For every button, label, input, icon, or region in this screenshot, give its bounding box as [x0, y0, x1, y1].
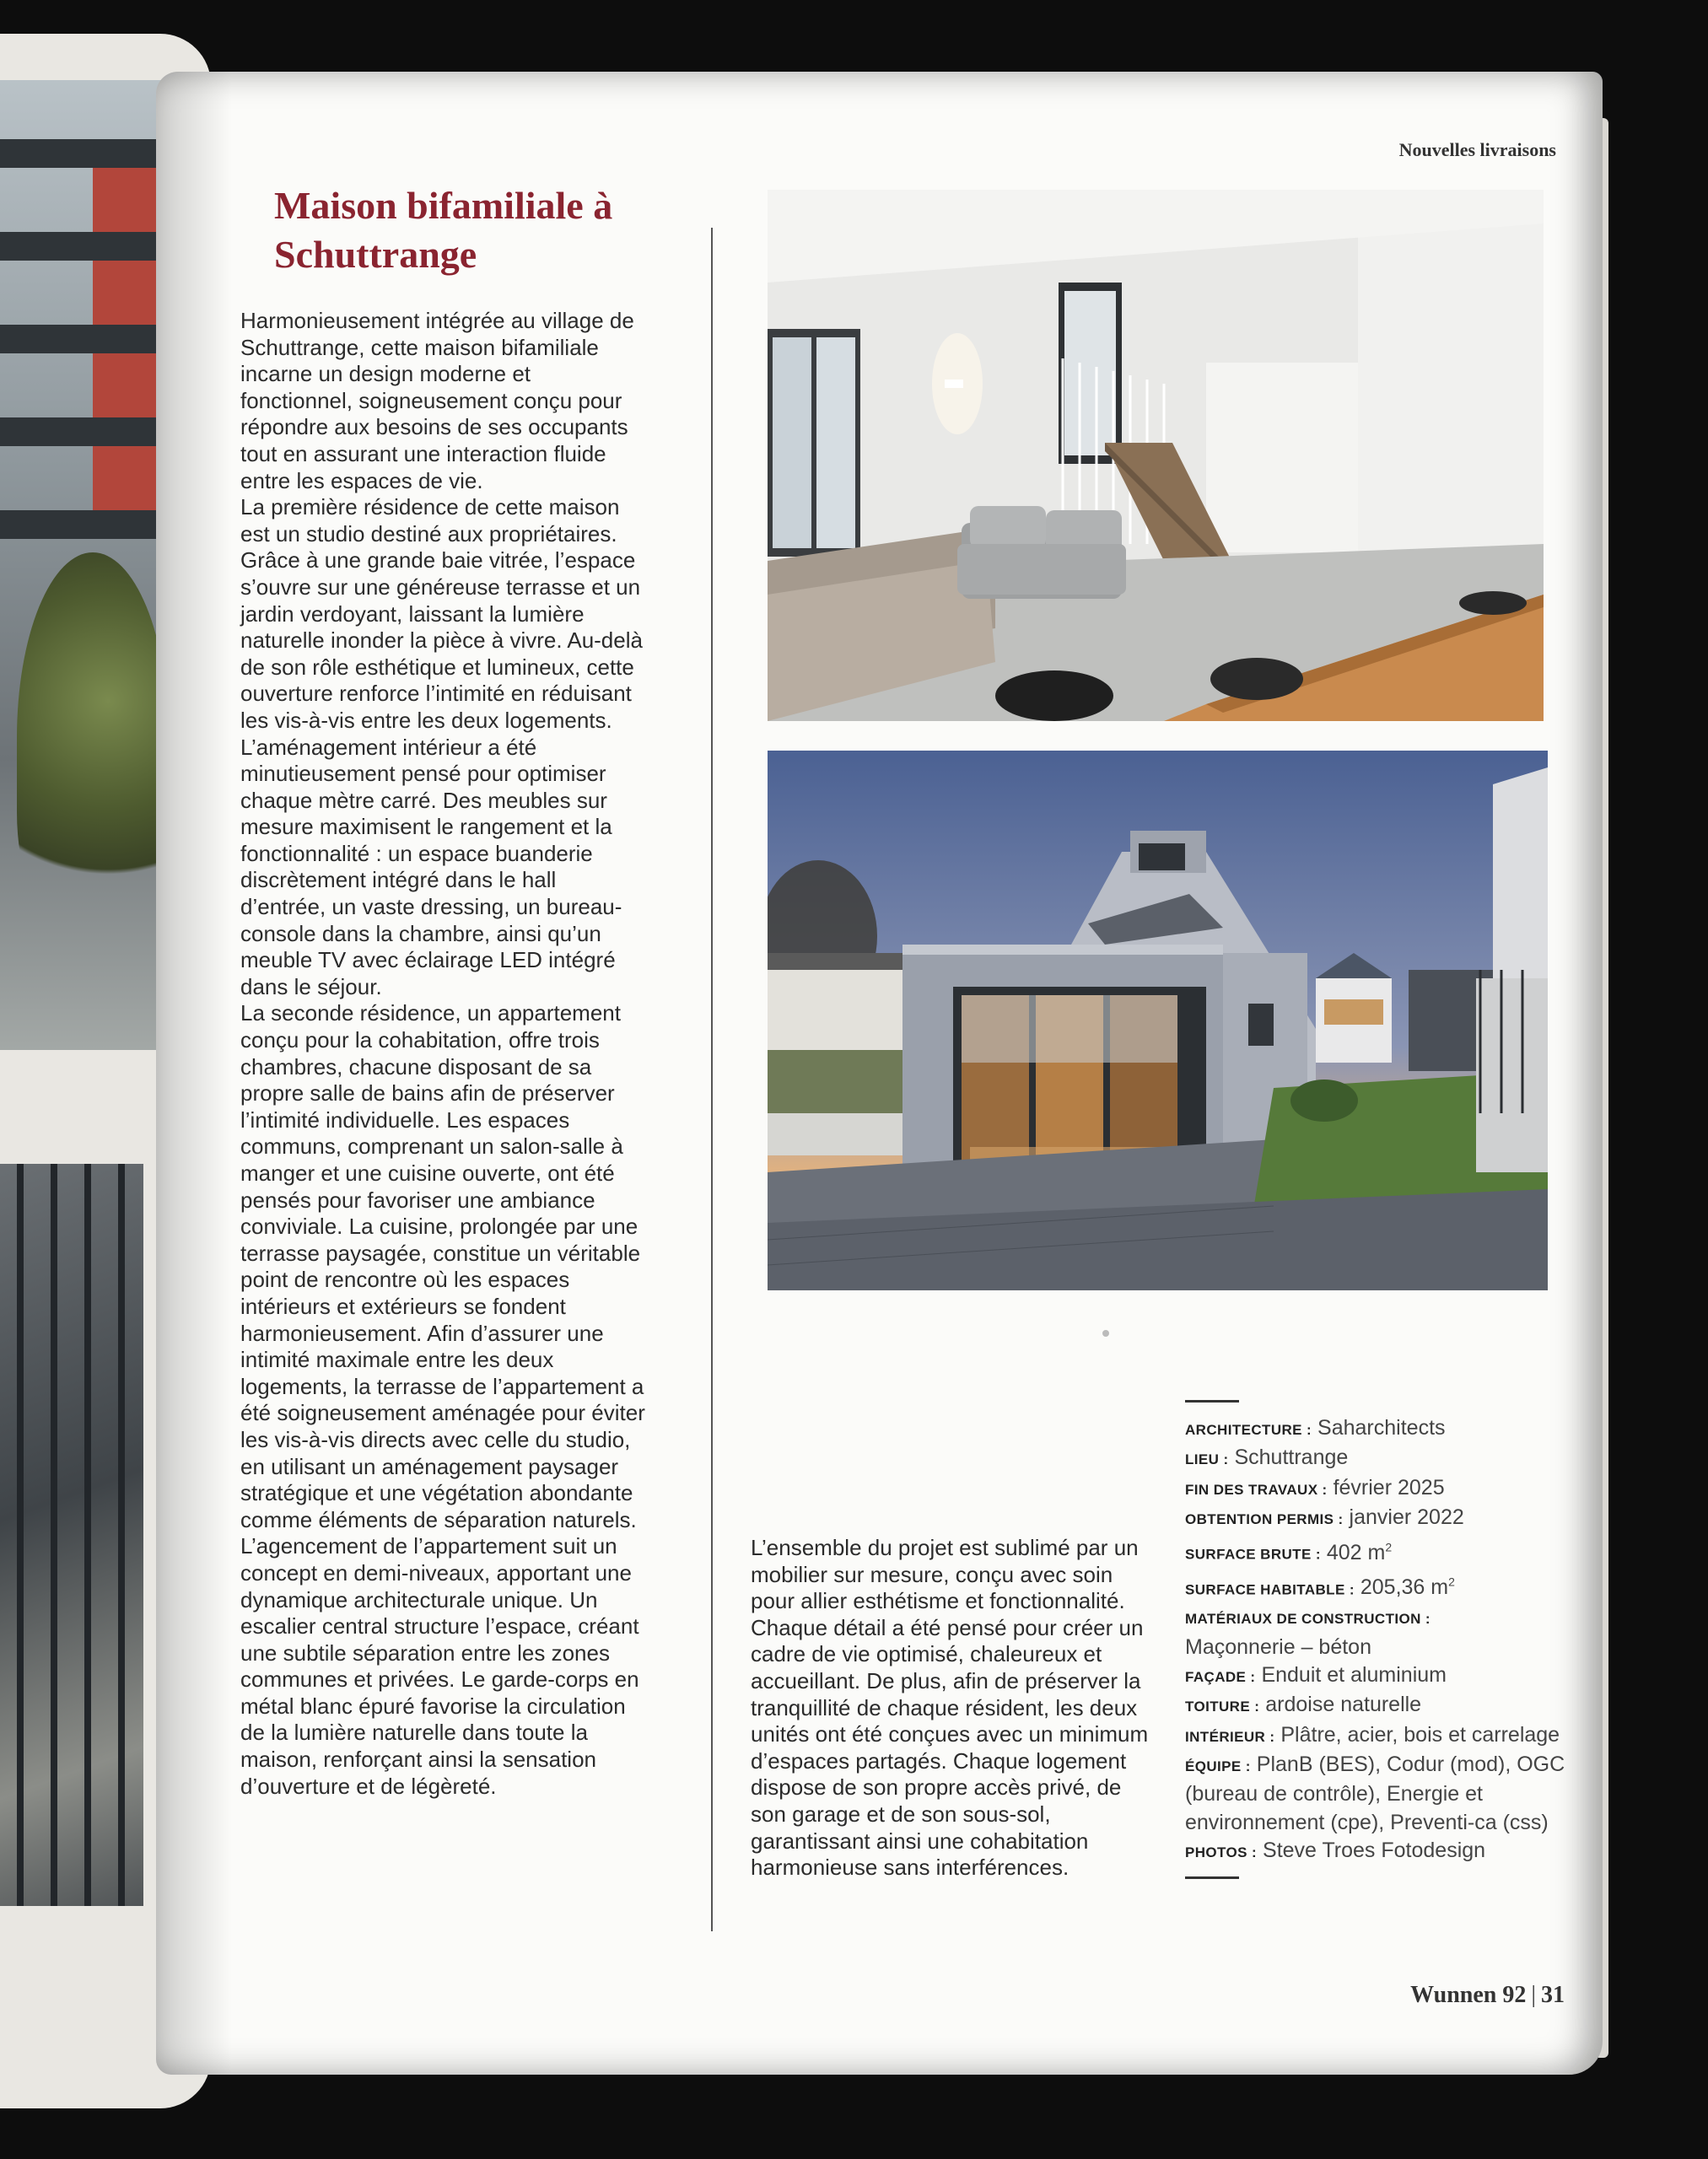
article-paragraph: Harmonieusement intégrée au village de Schuttrange, cette maison bifamiliale incarne un design moderne et fonctionnel, soigneusement conçu pour répondre aux besoins de ses occupants tout en assurant une interaction fluide entre les espaces de vie.	[240, 308, 634, 493]
article-title: Maison bifamiliale à Schuttrange	[274, 184, 613, 276]
credits-bottom-rule	[1185, 1876, 1239, 1879]
column-divider	[711, 228, 713, 1931]
credit-architecture: ARCHITECTURE : Saharchitects	[1185, 1416, 1446, 1440]
credit-photos: PHOTOS : Steve Troes Fotodesign	[1185, 1838, 1486, 1862]
article-paragraph: La première résidence de cette maison est un studio destiné aux propriétaires. Grâce à une grande baie vitrée, l’espace s’ouvre sur une généreuse terrasse et un jardin verdoyant, laissant la lumière naturelle inonder la pièce à vivre. Au-delà de son rôle esthétique et lumineux, cette ouverture renforce l’intimité en réduisant les vis-à-vis entre les deux logements. L’aménagement intérieur a été minutieusement pensé pour optimiser chaque mètre carré. Des meubles sur mesure maximisent le rangement et la fonctionnalité : un espace buanderie discrètement intégré dans le hall d’entrée, un vaste dressing, un bureau-console dans la chambre, ainsi qu’un meuble TV avec éclairage LED intégré dans le séjour.	[240, 494, 643, 999]
article-paragraph: La seconde résidence, un appartement conçu pour la cohabitation, offre trois chambres, chacune disposant de sa propre salle de bains afin de préserver l’intimité individuelle. Les espaces communs, comprenant un salon-salle à manger et une cuisine ouverte, ont été pensés pour favoriser une ambiance conviviale. La cuisine, prolongée par une terrasse paysagée, constitue un véritable point de rencontre où les espaces intérieurs et extérieurs se fondent harmonieusement. Afin d’assurer une intimité maximale entre les deux logements, la terrasse de l’appartement a été soigneusement aménagée pour éviter les vis-à-vis directs avec celle du studio, en utilisant un aménagement paysager stratégique et une végétation abondante comme éléments de séparation naturels.	[240, 1000, 645, 1532]
credit-facade: FAÇADE : Enduit et aluminium	[1185, 1663, 1447, 1688]
magazine-page	[156, 72, 1603, 2075]
credit-roof: TOITURE : ardoise naturelle	[1185, 1693, 1422, 1717]
footer-separator: |	[1531, 1982, 1536, 2008]
page-footer	[1371, 1982, 1565, 2009]
credit-living-area: SURFACE HABITABLE : 205,36 $m^2$	[1185, 1575, 1455, 1600]
article-body-right-column	[751, 1535, 1156, 1882]
credit-gross-area: SURFACE BRUTE : 402 $m^2$	[1185, 1540, 1393, 1564]
article-paragraph: L’agencement de l’appartement suit un concept en demi-niveaux, apportant une dynamique architecturale unique. Un escalier central structure l’espace, créant une subtile séparation entre les zones communes et privées. Le garde-corps en métal blanc épuré favorise la circulation de la lumière naturelle dans toute la maison, renforçant ainsi la sensation d’ouverture et de légèreté.	[240, 1533, 639, 1799]
photo-interior-living-room	[768, 190, 1544, 721]
credit-permit: OBTENTION PERMIS : janvier 2022	[1185, 1505, 1464, 1529]
credit-interior: INTÉRIEUR : Plâtre, acier, bois et carrelage	[1185, 1722, 1560, 1747]
credit-team: ÉQUIPE : PlanB (BES), Codur (mod), OGC (bureau de contrôle), Energie et environnement (cpe), Preventi-ca (css)	[1185, 1752, 1565, 1834]
section-label: Nouvelles livraisons	[1398, 139, 1556, 160]
previous-page-photo-building	[0, 80, 169, 1050]
credit-completion: FIN DES TRAVAUX : février 2025	[1185, 1475, 1445, 1499]
article-body-left-column	[240, 308, 645, 1800]
issue-number: 92	[1502, 1982, 1527, 2008]
photo-exterior-house-dusk	[768, 751, 1548, 1290]
credit-materials: MATÉRIAUX DE CONSTRUCTION : Maçonnerie – béton	[1185, 1611, 1431, 1659]
magazine-name: Wunnen	[1410, 1982, 1497, 2008]
previous-page-photo-colonnade	[0, 1164, 143, 1906]
article-paragraph: L’ensemble du projet est sublimé par un mobilier sur mesure, conçu avec soin pour allier esthétisme et fonctionnalité. Chaque détail a été pensé pour créer un cadre de vie optimisé, chaleureux et accueillant. De plus, afin de préserver la tranquillité de chaque résident, les deux unités ont été conçues avec un minimum d’espaces partagés. Chaque logement dispose de son propre accès privé, de son garage et de son sous-sol, garantissant ainsi une cohabitation harmonieuse sans interférences.	[751, 1535, 1149, 1881]
page-speck	[1102, 1330, 1109, 1337]
page-number: 31	[1541, 1982, 1565, 2008]
project-credits	[1185, 1400, 1573, 1879]
credits-top-rule	[1185, 1400, 1239, 1403]
credit-location: LIEU : Schuttrange	[1185, 1446, 1349, 1470]
